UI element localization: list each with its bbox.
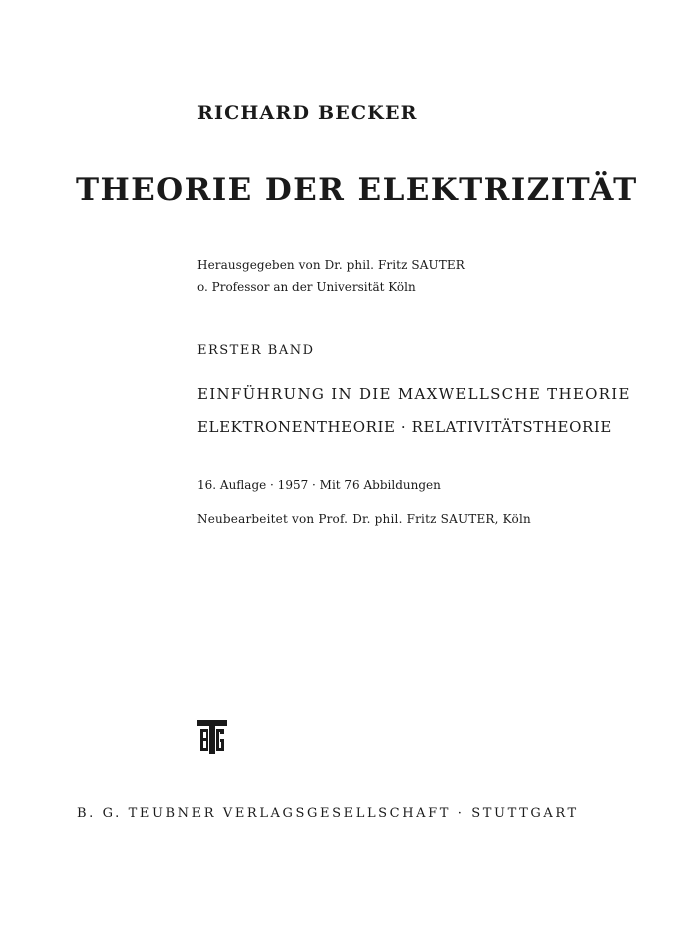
- publisher-name: B. G. TEUBNER VERLAGSGESELLSCHAFT · STUTTGART: [77, 806, 579, 821]
- author-name: RICHARD BECKER: [197, 102, 418, 124]
- editor-affiliation: o. Professor an der Universität Köln: [197, 280, 416, 294]
- edition-info: 16. Auflage · 1957 · Mit 76 Abbildungen: [197, 478, 441, 492]
- subtitle-line-1: EINFÜHRUNG IN DIE MAXWELLSCHE THEORIE: [197, 385, 631, 403]
- subtitle-line-2: ELEKTRONENTHEORIE · RELATIVITÄTSTHEORIE: [197, 418, 612, 436]
- volume-label: ERSTER BAND: [197, 343, 315, 358]
- teubner-monogram-icon: [197, 720, 227, 754]
- revision-note: Neubearbeitet von Prof. Dr. phil. Fritz SAUTER, Köln: [197, 512, 531, 526]
- book-title: THEORIE DER ELEKTRIZITÄT: [76, 172, 638, 208]
- editor-line: Herausgegeben von Dr. phil. Fritz SAUTER: [197, 258, 465, 272]
